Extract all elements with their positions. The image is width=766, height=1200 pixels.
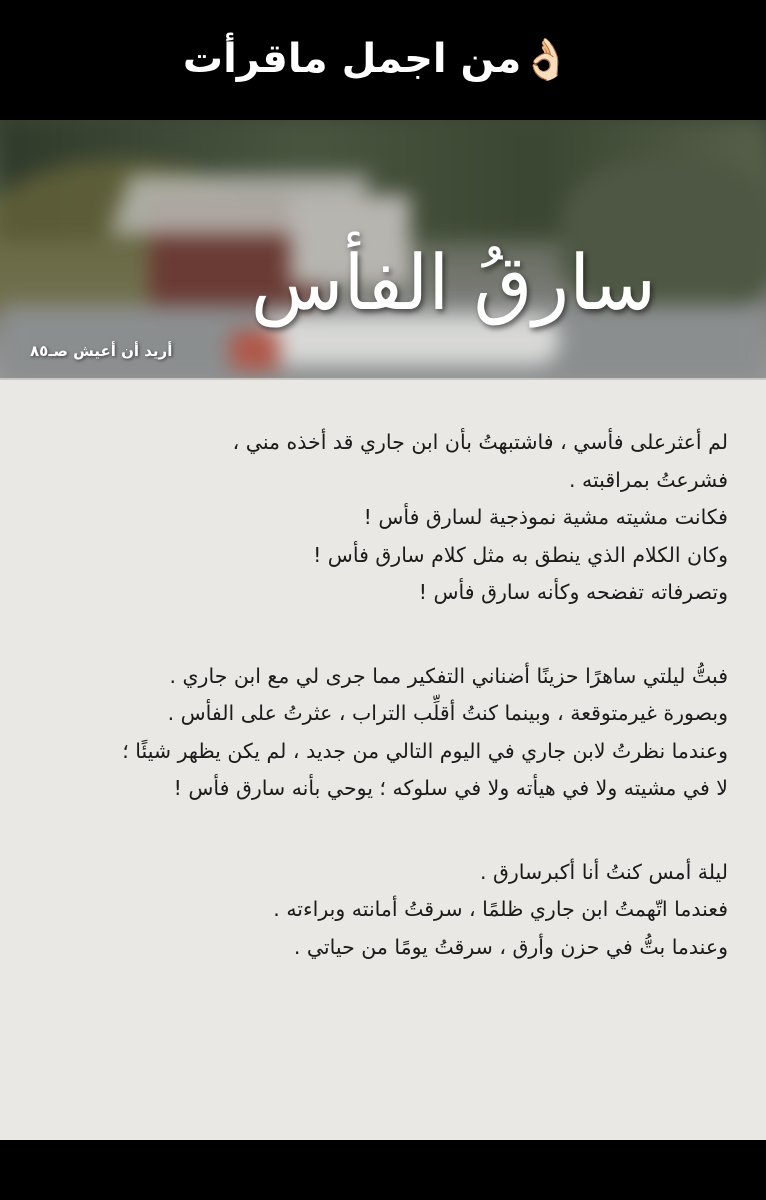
header-bar	[0, 0, 766, 118]
text-line: وكان الكلام الذي ينطق به مثل كلام سارق فأس !	[313, 542, 728, 567]
text-line: لم أعثرعلى فأسي ، فاشتبهتُ بأن ابن جاري قد أخذه مني ،	[232, 430, 728, 454]
ok-hand-icon: 👌🏻	[521, 36, 572, 83]
story-title: سارقُ الفأس	[250, 238, 656, 327]
text-line: لا في مشيته ولا في هيأته ولا في سلوكه ؛ يوحي بأنه سارق فأس !	[173, 776, 728, 800]
text-line: وعندما نظرتُ لابن جاري في اليوم التالي من جديد ، لم يكن يظهر شيئًا ؛	[122, 738, 728, 763]
text-line: وبصورة غيرمتوقعة ، وبينما كنتُ أقلِّب التراب ، عثرتُ على الفأس .	[167, 701, 728, 725]
text-line: فعندما اتّهمتُ ابن جاري ظلمًا ، سرقتُ أمانته وبراءته .	[273, 897, 728, 921]
text-line: فبتُّ ليلتي ساهرًا حزينًا أضناني التفكير مما جرى لي مع ابن جاري .	[169, 663, 728, 688]
text-line: فكانت مشيته مشية نموذجية لسارق فأس !	[363, 505, 728, 529]
paragraph	[28, 854, 728, 967]
text-line: فشرعتُ بمراقبته .	[568, 467, 728, 492]
story-card	[0, 378, 766, 1140]
banner-image	[0, 120, 766, 378]
text-line: ليلة أمس كنتُ أنا أكبرسارق .	[479, 859, 728, 884]
bottom-bar	[0, 1140, 766, 1200]
header-title: من اجمل ماقرأت	[182, 36, 522, 82]
book-source: أريد أن أعيش صـ٨٥	[30, 342, 173, 360]
story-text	[28, 424, 728, 1012]
paragraph	[28, 658, 728, 808]
text-line: وعندما بتُّ في حزن وأرق ، سرقتُ يومًا من حياتي .	[293, 934, 728, 959]
paragraph	[28, 424, 728, 612]
text-line: وتصرفاته تفضحه وكأنه سارق فأس !	[418, 580, 728, 604]
